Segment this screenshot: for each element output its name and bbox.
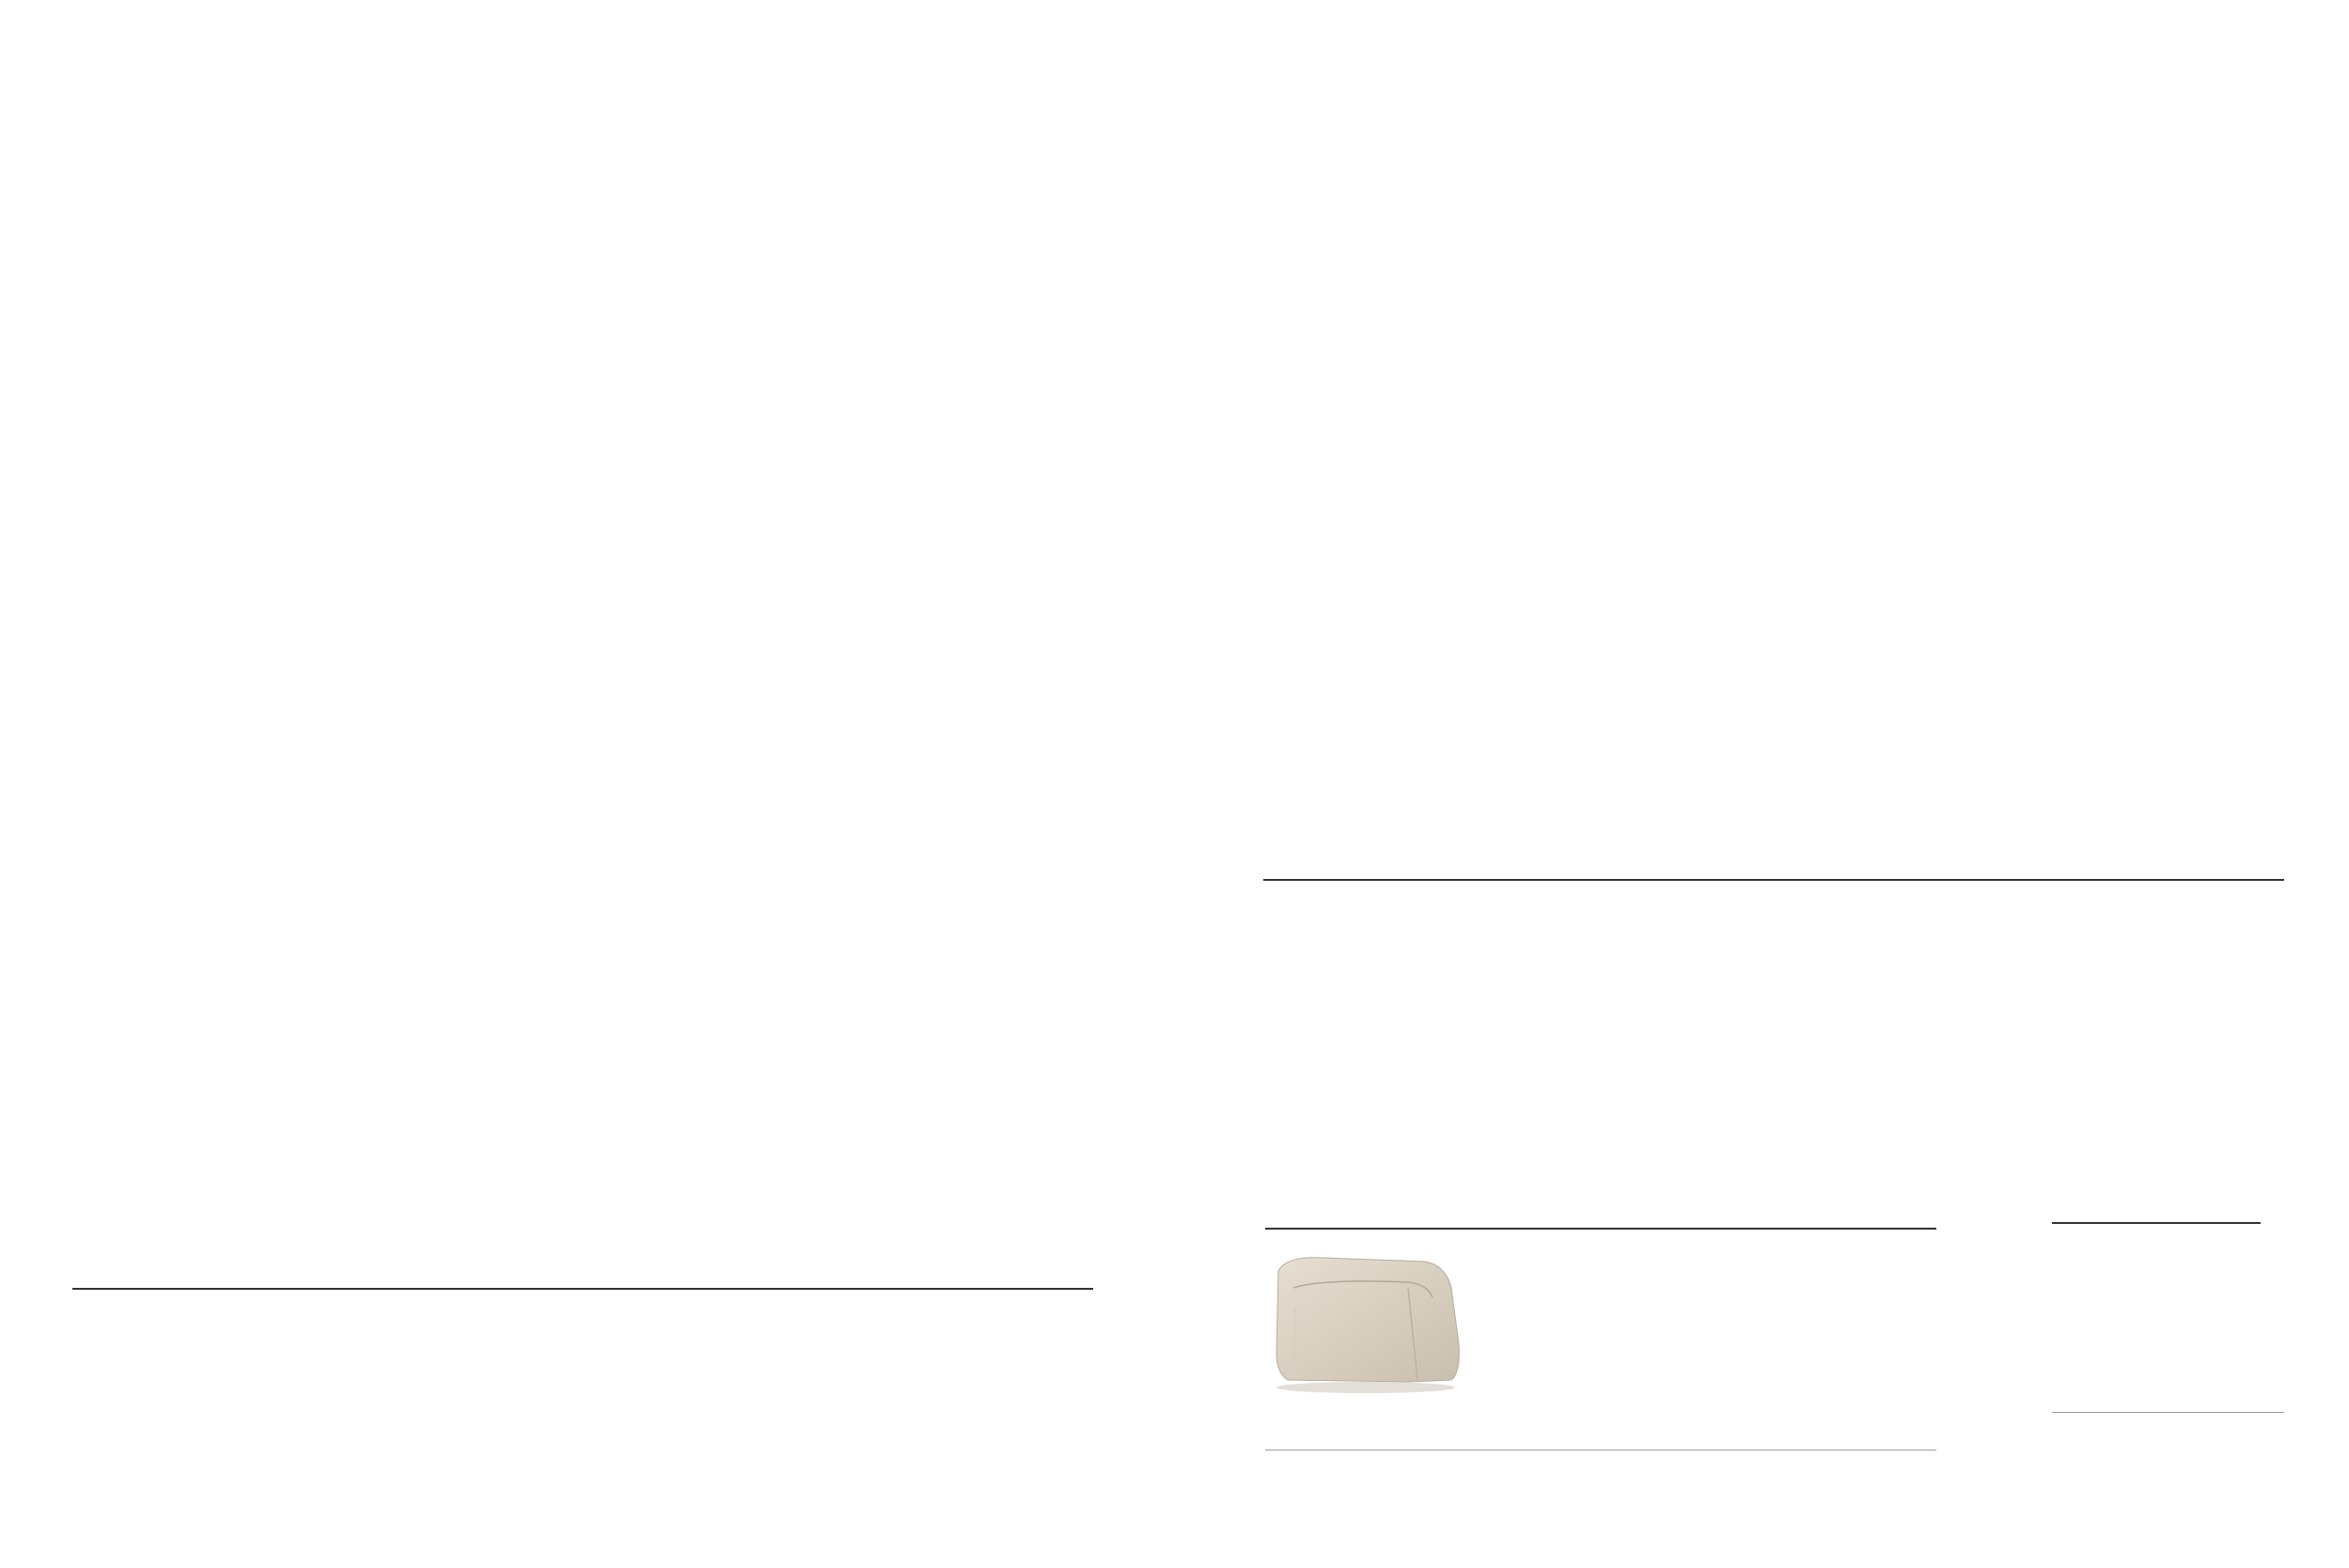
right-materials-rule (1263, 879, 2284, 881)
cover-product-image (1267, 1250, 1464, 1401)
symbols-rule (2052, 1222, 2261, 1224)
covers-rule (1265, 1228, 1936, 1230)
left-materials-rule (72, 1288, 1093, 1290)
symbols-bottom-rule (2052, 1412, 2284, 1413)
